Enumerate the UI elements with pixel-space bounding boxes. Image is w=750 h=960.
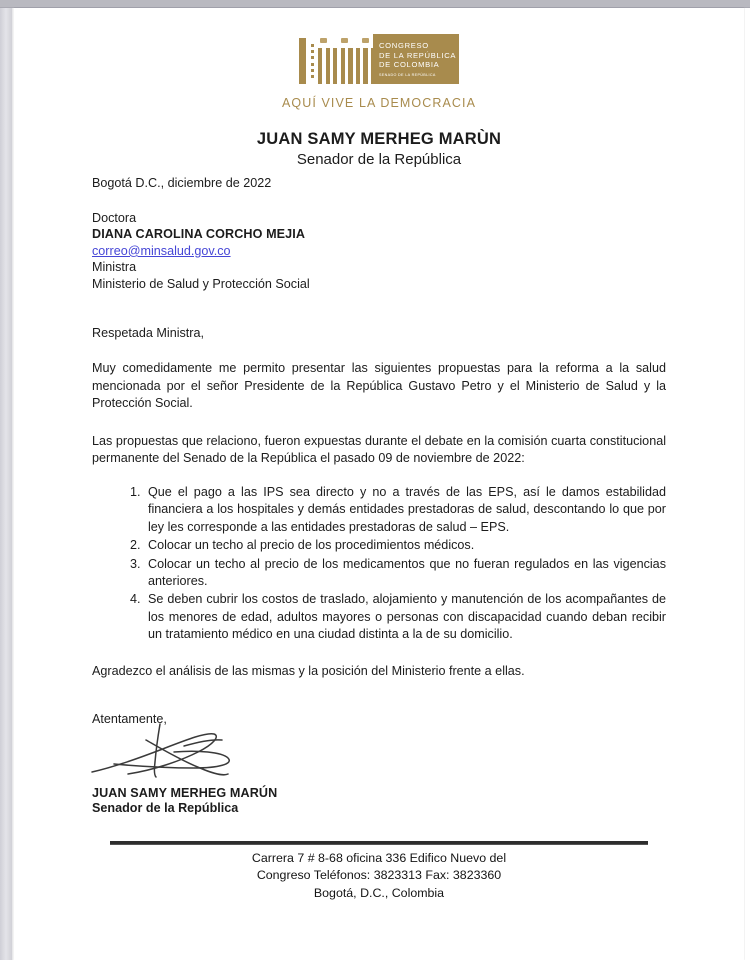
signer-name: JUAN SAMY MERHEG MARÚN — [92, 785, 278, 800]
page-sheet — [14, 8, 744, 902]
closing-paragraph: Agradezco el análisis de las mismas y la posición del Ministerio frente a ellas. — [92, 663, 525, 678]
seal-line-1: CONGRESO — [379, 41, 429, 50]
seal-solid-bar — [299, 38, 306, 84]
document-page — [14, 8, 744, 960]
list-item: 1. Que el pago a las IPS sea directo y no a través de las EPS, así le damos estabilidad financiera a los hospitales y demás entidades prestadoras de salud, descontando lo que por ley les corresponde a las entidades prestadoras de salud – EPS. — [144, 484, 666, 536]
list-item: 4. Se deben cubrir los costos de traslado, alojamiento y manutención de los acompañantes de los menores de edad, adultos mayores o personas con discapacidad cuando deban recibir un tratamiento médico en una ciudad distinta a la de su domicilio. — [144, 591, 666, 643]
seal-line-2: DE LA REPÚBLICA — [379, 50, 457, 60]
list-item: 2. Colocar un techo al precio de los procedimientos médicos. — [144, 537, 666, 554]
letterhead-tagline: AQUÍ VIVE LA DEMOCRACIA — [281, 96, 477, 110]
signature-area — [92, 720, 666, 786]
sender-name: JUAN SAMY MERHEG MARÙN — [256, 130, 502, 148]
capitol-columns-icon — [299, 34, 373, 84]
footer-line-3: Bogotá, D.C., Colombia — [313, 885, 445, 900]
seal-columns — [318, 48, 375, 84]
signer-role: Senador de la República — [92, 800, 239, 815]
footer-line-2: Congreso Teléfonos: 3823313 Fax: 3823360 — [256, 868, 502, 883]
footer-address — [110, 850, 648, 903]
letterhead — [14, 8, 744, 110]
congreso-colombia-seal-icon — [299, 34, 459, 84]
recipient-entity: Ministerio de Salud y Protección Social — [92, 276, 310, 291]
paragraph-2: Las propuestas que relaciono, fueron expuestas durante el debate en la comisión cuarta constitucional permanente del Senado de la República el pasado 09 de noviembre de 2022: — [92, 433, 666, 466]
seal-dotted-bar — [311, 44, 314, 80]
sender-role: Senador de la República — [296, 151, 462, 168]
proposals-list — [92, 484, 666, 644]
page-footer — [92, 841, 666, 903]
letter-body — [14, 130, 744, 902]
recipient-position: Ministra — [92, 260, 137, 275]
greeting: Respetada Ministra, — [92, 326, 204, 341]
recipient-title: Doctora — [92, 211, 137, 225]
footer-line-1: Carrera 7 # 8-68 oficina 336 Edifico Nuevo del — [251, 850, 507, 865]
seal-line-4: SENADO DE LA REPÚBLICA — [379, 73, 436, 78]
sign-off: Atentamente, — [92, 711, 167, 726]
recipient-block — [92, 210, 666, 292]
footer-divider — [110, 841, 648, 845]
recipient-email-link[interactable]: correo@minsalud.gov.co — [92, 243, 231, 258]
recipient-name: DIANA CAROLINA CORCHO MEJIA — [92, 227, 306, 242]
handwritten-signature-icon — [88, 720, 318, 786]
seal-line-3: DE COLOMBIA — [379, 60, 440, 70]
place-and-date: Bogotá D.C., diciembre de 2022 — [92, 176, 272, 190]
list-item: 3. Colocar un techo al precio de los medicamentos que no fueran regulados en las vigencias anteriores. — [144, 556, 666, 591]
viewer-top-bar — [0, 0, 750, 8]
paragraph-1: Muy comedidamente me permito presentar las siguientes propuestas para la reforma a la salud mencionada por el señor Presidente de la República Gustavo Petro y el Ministerio de Salud y la Protección Social. — [92, 361, 666, 411]
seal-wordmark — [373, 34, 459, 84]
